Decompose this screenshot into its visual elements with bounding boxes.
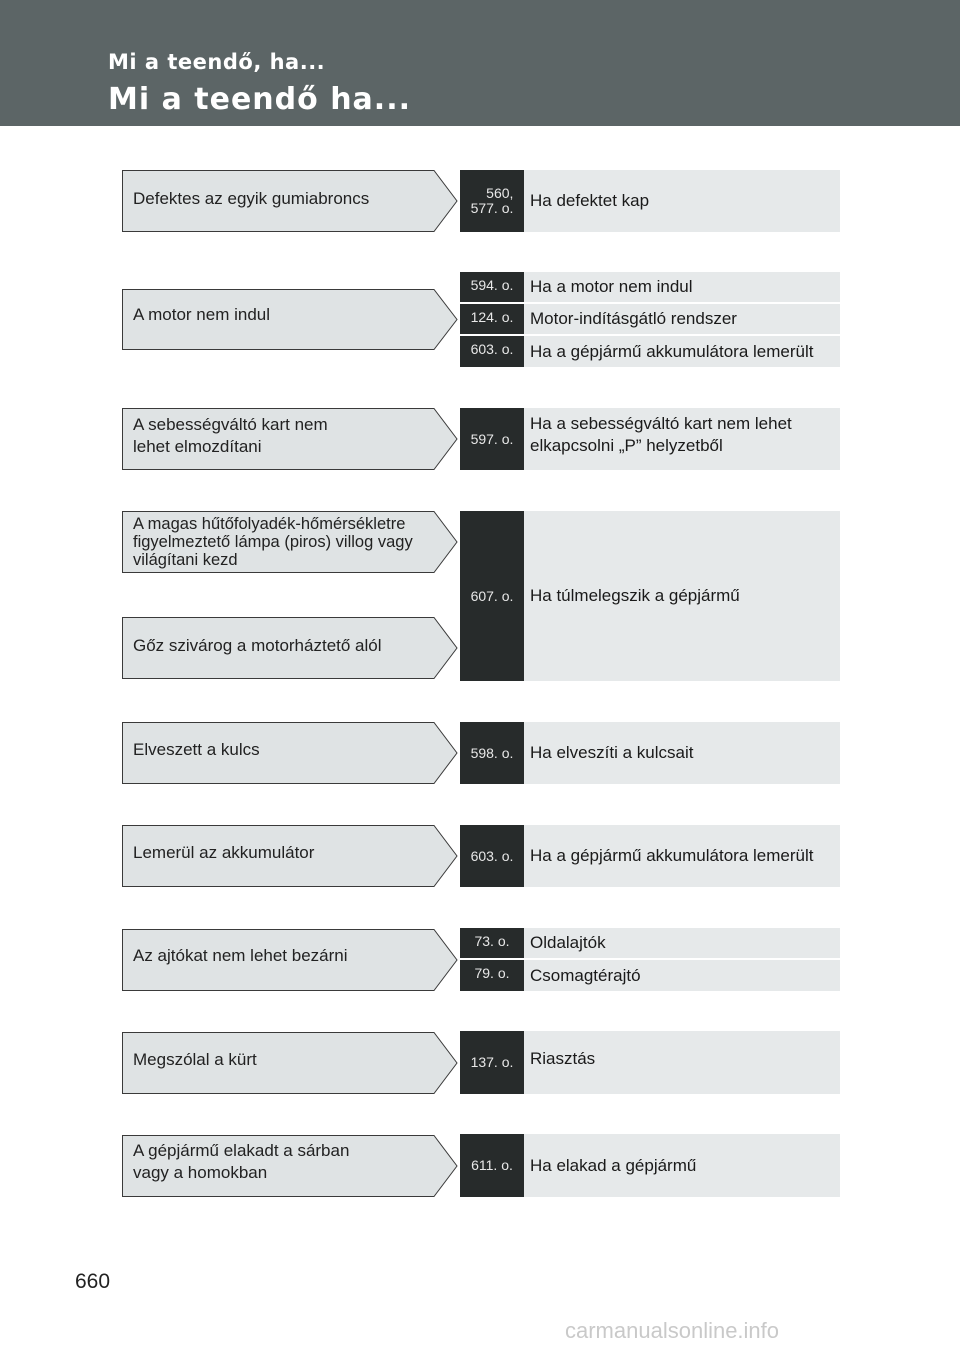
solution-text: Ha túlmelegszik a gépjármű xyxy=(524,511,840,681)
header-subtitle: Mi a teendő, ha... xyxy=(108,50,326,74)
problem-text: Lemerül az akkumulátor xyxy=(133,843,315,862)
page-reference: 611. o. xyxy=(460,1134,524,1197)
problem-arrow xyxy=(122,408,457,470)
page-reference: 137. o. xyxy=(460,1031,524,1094)
page-reference: 603. o. xyxy=(460,825,524,887)
problem-arrow xyxy=(122,511,457,573)
page-reference: 124. o. xyxy=(460,304,524,334)
problem-text: Az ajtókat nem lehet bezárni xyxy=(133,946,348,965)
page-reference: 597. o. xyxy=(460,408,524,470)
solution-text: Riasztás xyxy=(524,1031,840,1094)
problem-arrow xyxy=(122,617,457,679)
page-reference: 598. o. xyxy=(460,722,524,784)
problem-arrow xyxy=(122,722,457,784)
watermark: carmanualsonline.info xyxy=(565,1318,780,1343)
problem-arrow xyxy=(122,1135,457,1197)
problem-arrow xyxy=(122,289,457,350)
solution-text: Ha elveszíti a kulcsait xyxy=(524,722,840,784)
page-reference: 607. o. xyxy=(460,511,524,681)
problem-text: A gépjármű elakadt a sárban vagy a homokban xyxy=(133,1141,350,1182)
problem-arrow xyxy=(122,825,457,887)
problem-text: Defektes az egyik gumiabroncs xyxy=(133,189,370,208)
page-reference xyxy=(460,170,524,232)
problem-arrow xyxy=(122,929,457,991)
problem-text: Elveszett a kulcs xyxy=(133,740,260,759)
page-header xyxy=(0,0,960,126)
solution-text: Ha a gépjármű akkumulátora lemerült xyxy=(524,336,840,367)
solution-text: Oldalajtók xyxy=(524,928,840,958)
solution-text: Ha a gépjármű akkumulátora lemerült xyxy=(524,825,840,887)
page-reference: 594. o. xyxy=(460,272,524,302)
problem-text: A sebességváltó kart nem lehet elmozdítani xyxy=(133,415,328,456)
solution-text: Ha a sebességváltó kart nem lehet elkapcsolni „P” helyzetből xyxy=(524,408,840,470)
solution-text: Ha a motor nem indul xyxy=(524,272,840,302)
header-title: Mi a teendő ha... xyxy=(108,82,411,117)
solution-text: Csomagtérajtó xyxy=(524,960,840,991)
page-reference-label: 560, 577. o. xyxy=(470,185,514,216)
problem-text: A magas hűtőfolyadék-hőmérsékletre figyelmeztető lámpa (piros) villog vagy világítani kezd xyxy=(133,515,413,569)
solution-text: Motor-indításgátló rendszer xyxy=(524,304,840,334)
page-reference: 79. o. xyxy=(460,960,524,991)
solution-text: Ha defektet kap xyxy=(524,170,840,232)
page-reference: 603. o. xyxy=(460,336,524,367)
problem-text: A motor nem indul xyxy=(133,305,271,324)
problem-text: Megszólal a kürt xyxy=(133,1050,257,1069)
problem-text: Gőz szivárog a motorháztető alól xyxy=(133,636,382,655)
solution-text: Ha elakad a gépjármű xyxy=(524,1134,840,1197)
page-reference: 73. o. xyxy=(460,928,524,958)
problem-arrow xyxy=(122,1032,457,1094)
page-number: 660 xyxy=(75,1270,111,1293)
problem-arrow xyxy=(122,170,457,232)
